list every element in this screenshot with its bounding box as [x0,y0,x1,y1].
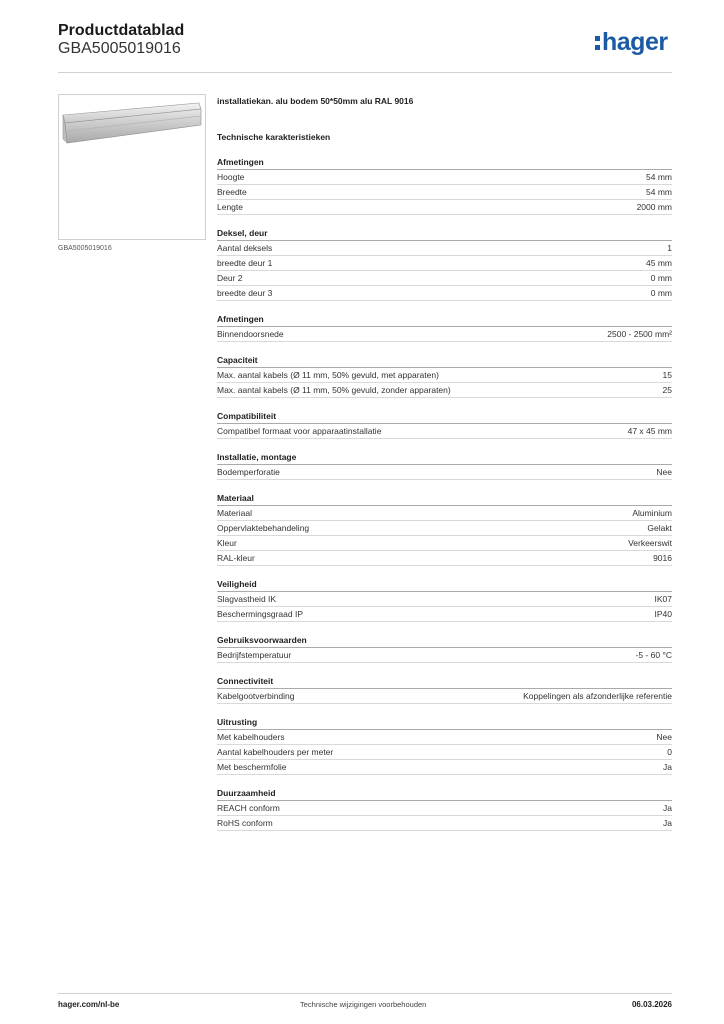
spec-value: Nee [656,732,672,742]
spec-label: breedte deur 1 [217,258,273,268]
spec-row [217,465,672,480]
section-title: Deksel, deur [217,227,672,241]
spec-label: REACH conform [217,803,280,813]
spec-section [217,227,672,301]
spec-value: 2500 - 2500 mm² [607,329,672,339]
section-title: Connectiviteit [217,675,672,689]
spec-value: 2000 mm [636,202,672,212]
spec-label: Kleur [217,538,237,548]
spec-section [217,354,672,398]
spec-label: Slagvastheid IK [217,594,277,604]
page-title: Productdatablad [58,22,185,39]
spec-label: Beschermingsgraad IP [217,609,303,619]
spec-value: 0 mm [650,273,672,283]
spec-sections [217,156,672,831]
spec-row [217,241,672,256]
product-description: installatiekan. alu bodem 50*50mm alu RAL 9016 [217,96,414,106]
spec-row [217,327,672,342]
spec-row [217,506,672,521]
spec-label: Binnendoorsnede [217,329,284,339]
spec-section [217,716,672,775]
section-title: Afmetingen [217,156,672,170]
spec-value: Ja [663,818,672,828]
logo-dots-icon [595,36,600,50]
section-title: Uitrusting [217,716,672,730]
spec-row [217,200,672,215]
spec-label: Max. aantal kabels (Ø 11 mm, 50% gevuld, met apparaten) [217,370,439,380]
section-title: Materiaal [217,492,672,506]
spec-row [217,256,672,271]
spec-label: Aantal deksels [217,243,273,253]
spec-value: 45 mm [646,258,672,268]
spec-label: Met beschermfolie [217,762,287,772]
spec-row [217,607,672,622]
spec-section [217,578,672,622]
spec-label: Deur 2 [217,273,243,283]
spec-value: Gelakt [647,523,672,533]
spec-row [217,551,672,566]
spec-row [217,592,672,607]
spec-label: Breedte [217,187,247,197]
spec-row [217,745,672,760]
spec-label: Hoogte [217,172,245,182]
spec-row [217,816,672,831]
section-title: Afmetingen [217,313,672,327]
spec-value: 47 x 45 mm [627,426,672,436]
header-divider [58,72,672,73]
spec-label: Bedrijfstemperatuur [217,650,292,660]
spec-section [217,787,672,831]
spec-value: IK07 [654,594,672,604]
spec-label: RoHS conform [217,818,273,828]
spec-label: Met kabelhouders [217,732,285,742]
logo-text: hager [602,27,668,56]
spec-section [217,675,672,704]
spec-row [217,521,672,536]
spec-label: RAL-kleur [217,553,255,563]
spec-row [217,648,672,663]
spec-label: Max. aantal kabels (Ø 11 mm, 50% gevuld, zonder apparaten) [217,385,451,395]
section-title: Installatie, montage [217,451,672,465]
spec-value: 54 mm [646,172,672,182]
spec-section [217,410,672,439]
footer-divider [58,993,672,994]
spec-row [217,185,672,200]
spec-value: 9016 [653,553,672,563]
spec-row [217,368,672,383]
spec-value: Verkeerswit [628,538,672,548]
spec-subtitle: Technische karakteristieken [217,132,331,142]
spec-row [217,170,672,185]
spec-label: Compatibel formaat voor apparaatinstallatie [217,426,382,436]
spec-value: Ja [663,762,672,772]
section-title: Compatibiliteit [217,410,672,424]
spec-value: Nee [656,467,672,477]
spec-section [217,156,672,215]
footer-date: 06.03.2026 [631,1000,672,1009]
spec-value: -5 - 60 °C [635,650,672,660]
spec-section [217,492,672,566]
spec-row [217,730,672,745]
spec-value: Ja [663,803,672,813]
spec-section [217,634,672,663]
spec-row [217,424,672,439]
spec-section [217,313,672,342]
spec-row [217,383,672,398]
spec-row [217,760,672,775]
spec-value: 25 [662,385,672,395]
spec-value: Aluminium [632,508,672,518]
image-caption: GBA5005019016 [58,245,112,252]
section-title: Capaciteit [217,354,672,368]
spec-label: Kabelgootverbinding [217,691,295,701]
spec-label: Materiaal [217,508,252,518]
spec-label: Aantal kabelhouders per meter [217,747,334,757]
footer-website: hager.com/nl-be [58,1000,120,1009]
footer-disclaimer: Technische wijzigingen voorbehouden [300,1000,427,1009]
spec-label: Bodemperforatie [217,467,280,477]
spec-row [217,286,672,301]
spec-row [217,271,672,286]
spec-value: Koppelingen als afzonderlijke referentie [523,691,672,701]
spec-label: breedte deur 3 [217,288,273,298]
product-code: GBA5005019016 [58,40,181,57]
section-title: Duurzaamheid [217,787,672,801]
spec-row [217,536,672,551]
spec-row [217,801,672,816]
spec-value: IP40 [654,609,672,619]
spec-label: Oppervlaktebehandeling [217,523,310,533]
spec-value: 54 mm [646,187,672,197]
hager-logo [595,28,668,56]
spec-value: 0 [667,747,672,757]
spec-value: 15 [662,370,672,380]
section-title: Gebruiksvoorwaarden [217,634,672,648]
spec-label: Lengte [217,202,243,212]
section-title: Veiligheid [217,578,672,592]
spec-value: 1 [667,243,672,253]
spec-row [217,689,672,704]
spec-content [217,94,672,831]
spec-value: 0 mm [650,288,672,298]
product-image [58,94,206,240]
spec-section [217,451,672,480]
